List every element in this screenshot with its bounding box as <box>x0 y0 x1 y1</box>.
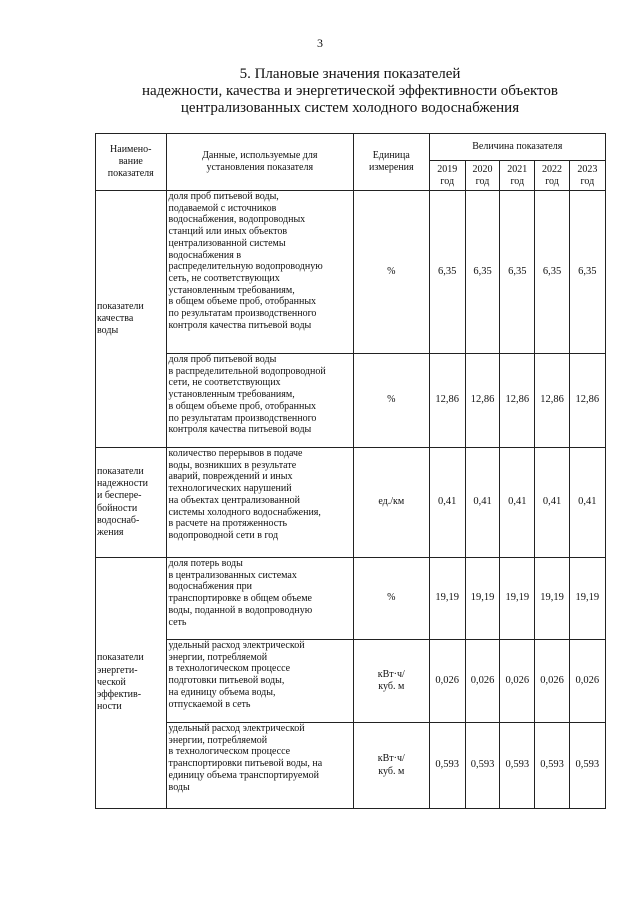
heading-line: надежности, качества и энергетической эффективности объектов <box>141 83 558 99</box>
category-text: ческой <box>97 676 126 688</box>
value-cell: 0,41 <box>500 448 535 558</box>
description-line: в централизованных системах <box>168 569 297 581</box>
unit-cell <box>354 723 430 809</box>
indicators-table <box>95 133 606 809</box>
header-source-data <box>166 134 353 191</box>
table-row <box>96 448 606 558</box>
description-line: в общем объеме проб, отобранных <box>168 400 317 412</box>
table-row <box>96 723 606 809</box>
year-text: год <box>545 175 559 187</box>
value-cell: 6,35 <box>535 191 569 354</box>
year-text: 2021 <box>507 163 528 175</box>
value-cell: 0,593 <box>500 723 535 809</box>
year-text: 2022 <box>542 163 563 175</box>
description-line: доля потерь воды <box>168 558 243 569</box>
category-text: показатели <box>97 300 144 312</box>
value-cell: 0,41 <box>429 448 465 558</box>
description-line: доля проб питьевой воды <box>168 354 277 365</box>
unit-text: % <box>387 394 396 406</box>
category-text: показатели <box>97 652 144 664</box>
value-cell: 19,19 <box>535 558 569 640</box>
description-line: сети, не соответствующих <box>168 377 281 389</box>
header-text: показателя <box>107 168 154 180</box>
value-cell: 12,86 <box>465 354 499 448</box>
header-text: установления показателя <box>206 162 314 173</box>
table-row <box>96 191 606 354</box>
description-line: в технологическом процессе <box>168 663 291 675</box>
header-text: измерения <box>368 162 414 173</box>
unit-text: кВт·ч/ <box>377 668 405 680</box>
header-value: Величина показателя <box>429 134 605 161</box>
value-cell: 0,41 <box>535 448 569 558</box>
description-line: доля проб питьевой воды, <box>168 191 279 202</box>
value-cell: 0,026 <box>465 640 499 723</box>
category-text: энергети- <box>97 664 138 676</box>
description-line: централизованной системы <box>168 237 286 249</box>
value-cell: 19,19 <box>569 558 605 640</box>
description-line: единицу объема транспортируемой <box>168 769 320 781</box>
year-header <box>429 161 465 191</box>
description-line: в распределительной водопроводной <box>168 365 326 377</box>
description-line: водопроводной сети в год <box>168 529 279 541</box>
description-line: в технологическом процессе <box>168 746 291 758</box>
description-line: энергии, потребляемой <box>168 734 268 746</box>
description-line: на объектах централизованной <box>168 494 300 506</box>
description-line: контроля качества питьевой воды <box>168 319 312 331</box>
description-line: аварий, повреждений и иных <box>168 471 293 483</box>
heading-line: 5. Плановые значения показателей <box>239 66 461 82</box>
year-text: год <box>510 175 525 187</box>
value-cell: 12,86 <box>500 354 535 448</box>
year-text: 2019 <box>437 163 458 175</box>
value-cell: 0,593 <box>535 723 569 809</box>
category-cell <box>96 448 167 558</box>
category-text: ности <box>97 701 122 713</box>
category-text: воды <box>97 325 119 337</box>
description-cell <box>166 723 353 809</box>
value-cell: 19,19 <box>500 558 535 640</box>
description-line: воды, возникших в результате <box>168 459 297 471</box>
description-line: транспортировке в общем объеме <box>168 593 312 605</box>
year-header <box>465 161 499 191</box>
heading-line: централизованных систем холодного водоснабжения <box>180 100 520 116</box>
description-line: контроля качества питьевой воды <box>168 424 312 436</box>
description-cell <box>166 448 353 558</box>
value-cell: 0,593 <box>569 723 605 809</box>
value-cell: 12,86 <box>569 354 605 448</box>
description-line: воды <box>168 781 190 793</box>
year-header <box>535 161 569 191</box>
year-text: год <box>475 175 490 187</box>
value-cell: 0,593 <box>465 723 499 809</box>
value-cell: 6,35 <box>500 191 535 354</box>
year-text: год <box>440 175 455 187</box>
page-number: 3 <box>317 36 323 50</box>
category-text: и беспере- <box>97 490 142 502</box>
value-cell: 0,41 <box>465 448 499 558</box>
category-text: эффектив- <box>97 689 142 701</box>
description-line: удельный расход электрической <box>168 640 305 651</box>
description-line: водоснабжения при <box>168 581 253 593</box>
description-cell <box>166 191 353 354</box>
value-cell: 0,026 <box>500 640 535 723</box>
description-line: системы холодного водоснабжения, <box>168 506 321 518</box>
description-line: удельный расход электрической <box>168 723 305 734</box>
value-cell: 0,593 <box>429 723 465 809</box>
category-text: качества <box>97 312 134 324</box>
header-text: Данные, используемые для <box>202 149 318 161</box>
category-text: жения <box>97 527 124 539</box>
category-cell <box>96 558 167 809</box>
value-cell: 0,026 <box>535 640 569 723</box>
description-line: водоснабжения, водопроводных <box>168 214 306 226</box>
description-line: водоснабжения в <box>168 249 242 261</box>
year-text: 2020 <box>472 163 493 175</box>
unit-text: % <box>387 592 396 604</box>
description-line: установленным требованиям, <box>168 389 295 401</box>
description-cell <box>166 640 353 723</box>
header-unit <box>354 134 430 191</box>
unit-text: % <box>387 265 396 277</box>
header-row <box>96 134 606 161</box>
year-text: 2023 <box>577 163 598 175</box>
year-header <box>500 161 535 191</box>
unit-text: кВт·ч/ <box>377 753 405 765</box>
unit-cell <box>354 354 430 448</box>
description-line: на единицу объема воды, <box>168 686 276 698</box>
value-cell: 6,35 <box>429 191 465 354</box>
unit-cell <box>354 191 430 354</box>
header-text: Наимено- <box>110 143 152 155</box>
description-line: подготовки питьевой воды, <box>168 675 285 687</box>
unit-text: ед./км <box>378 496 405 508</box>
value-cell: 12,86 <box>429 354 465 448</box>
value-cell: 0,026 <box>429 640 465 723</box>
year-header <box>569 161 605 191</box>
description-line: энергии, потребляемой <box>168 651 268 663</box>
unit-cell <box>354 640 430 723</box>
value-cell: 6,35 <box>569 191 605 354</box>
description-line: в расчете на протяженность <box>168 518 288 530</box>
value-cell: 12,86 <box>535 354 569 448</box>
description-line: технологических нарушений <box>168 483 292 495</box>
description-line: сеть <box>168 616 187 628</box>
description-line: воды, поданной в водопроводную <box>168 604 313 616</box>
header-text: Единица <box>372 149 410 161</box>
category-text: бойности <box>97 502 138 514</box>
unit-cell <box>354 448 430 558</box>
description-cell <box>166 558 353 640</box>
description-line: по результатам производственного <box>168 308 317 320</box>
description-line: подаваемой с источников <box>168 202 277 214</box>
description-line: сеть, не соответствующих <box>168 272 280 284</box>
description-line: станций или иных объектов <box>168 226 288 238</box>
year-text: год <box>580 175 595 187</box>
header-text: вание <box>118 155 143 167</box>
description-line: в общем объеме проб, отобранных <box>168 296 317 308</box>
section-heading <box>60 66 640 117</box>
category-text: показатели <box>97 465 144 477</box>
unit-text: куб. м <box>378 765 405 777</box>
table-body <box>96 134 606 809</box>
category-cell <box>96 191 167 448</box>
category-text: водоснаб- <box>97 514 140 526</box>
unit-text: куб. м <box>378 681 405 692</box>
unit-cell <box>354 558 430 640</box>
value-cell: 0,026 <box>569 640 605 723</box>
description-line: отпускаемой в сеть <box>168 698 251 710</box>
value-cell: 19,19 <box>465 558 499 640</box>
description-cell <box>166 354 353 448</box>
value-cell: 6,35 <box>465 191 499 354</box>
description-line: количество перерывов в подаче <box>168 448 303 459</box>
description-line: транспортировки питьевой воды, на <box>168 758 323 770</box>
table-row <box>96 354 606 448</box>
table-row <box>96 558 606 640</box>
header-indicator-name <box>96 134 167 191</box>
description-line: по результатам производственного <box>168 412 317 424</box>
value-cell: 0,41 <box>569 448 605 558</box>
description-line: установленным требованиям, <box>168 284 295 296</box>
table-row <box>96 640 606 723</box>
category-text: надежности <box>97 477 148 489</box>
description-line: распределительную водопроводную <box>168 261 323 273</box>
value-cell: 19,19 <box>429 558 465 640</box>
